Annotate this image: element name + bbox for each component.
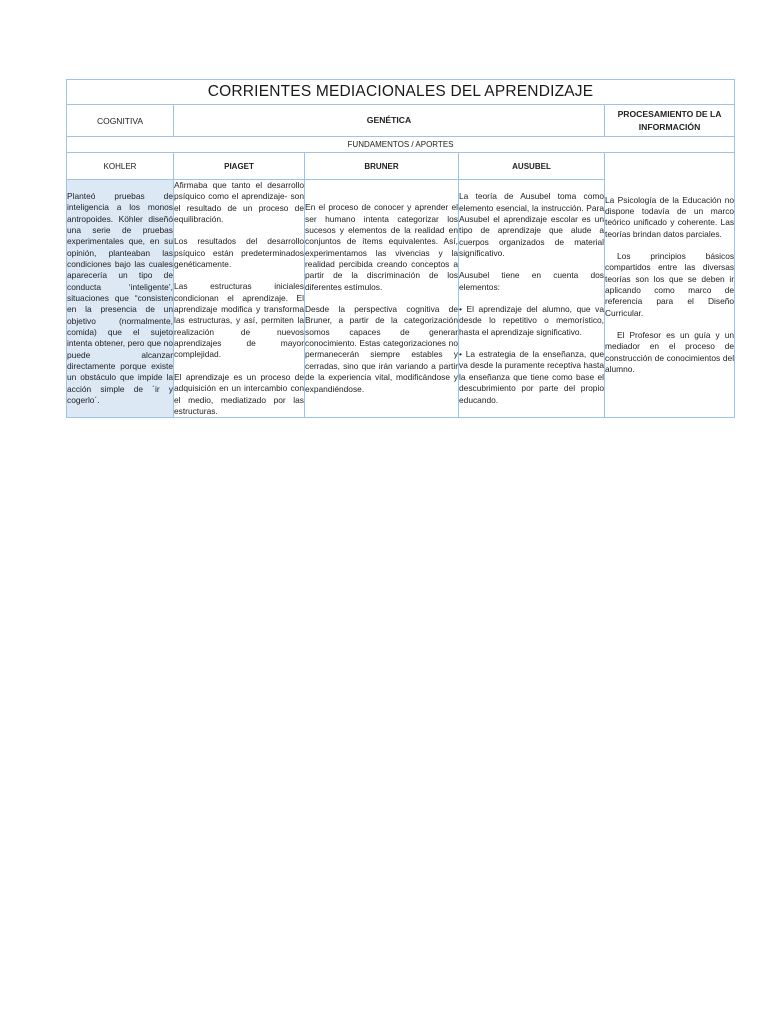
comparison-table bbox=[66, 79, 735, 418]
author-row bbox=[67, 153, 735, 180]
bruner-paragraph: Desde la perspectiva cognitiva de Bruner, a partir de la categorización somos capaces de generar conocimiento. Estas categorizaciones no permanecerán siempre estables y cerradas, sino que irán variando a partir de la experiencia vital, modificándose y expandiéndose. bbox=[305, 304, 458, 394]
kohler-paragraph: Planteó pruebas de inteligencia a los monos antropoides. Köhler diseñó una serie de pruebas experimentales que, en su opinión, planteaban las condiciones bajo las cuales aparecería un tipo de conducta ‘inteligente’, situaciones que “consisten en la presencia de un objetivo (normalmente, comida) que el sujeto intenta obtener, pero que no puede alcanzar directamente porque existe un obstáculo que impide la acción simple de ´ir y cogerlo´. bbox=[67, 190, 173, 406]
author-bruner: BRUNER bbox=[305, 153, 459, 180]
table-title: CORRIENTES MEDIACIONALES DEL APRENDIZAJE bbox=[67, 80, 735, 105]
ausubel-paragraph: La teoría de Ausubel toma como elemento esencial, la instrucción. Para Ausubel el aprendizaje escolar es un tipo de aprendizaje que alude a cuerpos organizados de material significativo. bbox=[459, 191, 604, 259]
bruner-paragraph: En el proceso de conocer y aprender el ser humano intenta categorizar los sucesos y elementos de la realidad en conjuntos de ítems equivalentes. Así, experimentamos las vivencias y la realidad percibida creando conceptos a partir de la discriminación de los diferentes estímulos. bbox=[305, 202, 458, 292]
title-row bbox=[67, 80, 735, 105]
author-piaget: PIAGET bbox=[174, 153, 305, 180]
author-ausubel: AUSUBEL bbox=[459, 153, 605, 180]
author-kohler: KOHLER bbox=[67, 153, 174, 180]
piaget-paragraph: Las estructuras iniciales condicionan el aprendizaje. El aprendizaje modifica y transforma las estructuras, y así, permiten la realización de nuevos aprendizajes de mayor complejidad. bbox=[174, 281, 304, 360]
header-genetica: GENÉTICA bbox=[174, 105, 605, 137]
header-cognitiva: COGNITIVA bbox=[67, 105, 174, 137]
ausubel-cell bbox=[459, 180, 605, 418]
ausubel-paragraph: Ausubel tiene en cuenta dos elementos: bbox=[459, 270, 604, 292]
procesamiento-paragraph: El Profesor es un guía y un mediador en el proceso de construcción de conocimientos del alumno. bbox=[605, 330, 735, 375]
piaget-paragraph: Los resultados del desarrollo psíquico están predeterminados genéticamente. bbox=[174, 236, 304, 270]
ausubel-paragraph: • El aprendizaje del alumno, que va desde lo repetitivo o memorístico, hasta el aprendizaje significativo. bbox=[459, 304, 604, 337]
kohler-cell bbox=[67, 180, 174, 418]
fundamentos-row bbox=[67, 137, 735, 153]
procesamiento-cell bbox=[605, 153, 735, 418]
piaget-cell bbox=[174, 180, 305, 418]
piaget-paragraph: Afirmaba que tanto el desarrollo psíquico como el aprendizaje- son el resultado de un proceso de equilibración. bbox=[174, 180, 304, 225]
procesamiento-paragraph: La Psicología de la Educación no dispone todavía de un marco teórico unificado y coherente. Las teorías brindan datos parciales. bbox=[605, 194, 735, 239]
fundamentos-label: FUNDAMENTOS / APORTES bbox=[67, 137, 735, 153]
ausubel-paragraph: • La estrategia de la enseñanza, que va desde la puramente receptiva hasta la enseñanza que tiene como base el descubrimiento por parte del propio educando. bbox=[459, 349, 604, 405]
procesamiento-paragraph: Los principios básicos compartidos entre las diversas teorías son los que se deben ir aplicando como marco de referencia para el Diseño Curricular. bbox=[605, 251, 735, 318]
piaget-paragraph: El aprendizaje es un proceso de adquisición en un intercambio con el medio, mediatizado por las estructuras. bbox=[174, 371, 304, 416]
header-procesamiento: PROCESAMIENTO DE LA INFORMACIÓN bbox=[605, 105, 735, 137]
document-sheet bbox=[66, 79, 734, 418]
header-row bbox=[67, 105, 735, 137]
bruner-cell bbox=[305, 180, 459, 418]
